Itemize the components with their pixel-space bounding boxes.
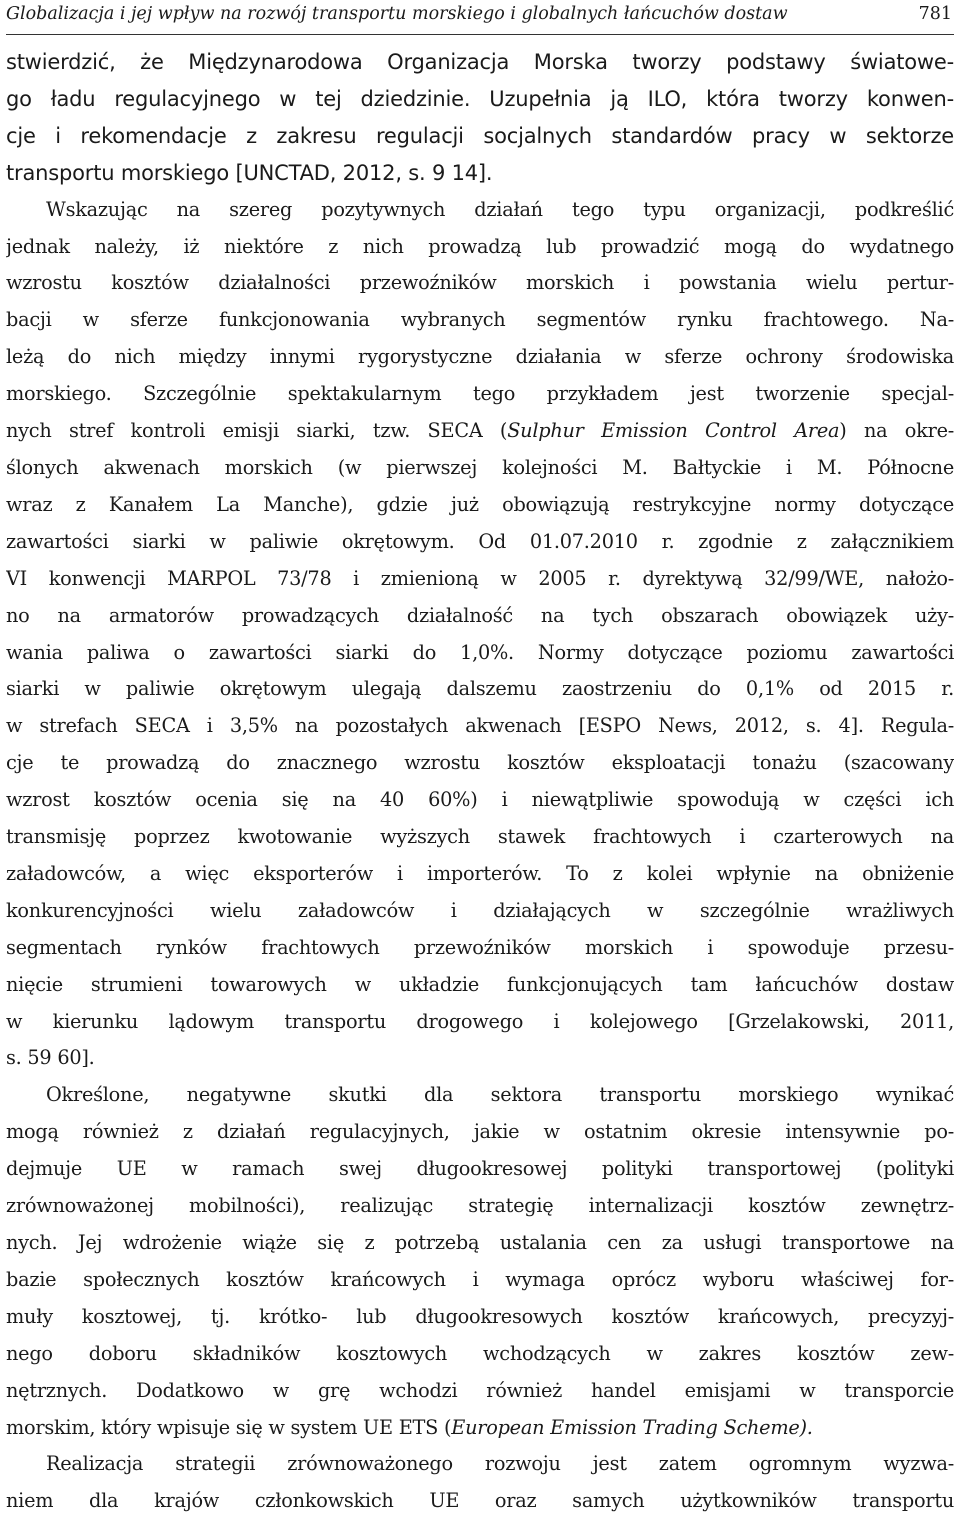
text-line: w strefach SECA i 3,5% na pozostałych akwenach [ESPO News, 2012, s. 4]. Regula- <box>6 714 954 738</box>
text-line: stwierdzić, że Międzynarodowa Organizacja Morska tworzy podstawy światowe- <box>6 50 954 74</box>
text-line: transportu morskiego [UNCTAD, 2012, s. 9 14]. <box>6 160 493 185</box>
paragraph-1 <box>6 44 954 192</box>
text-line: leżą do nich między innymi rygorystyczne działania w sferze ochrony środowiska <box>6 345 954 369</box>
paragraph-4 <box>6 1446 954 1520</box>
text-line: muły kosztowej, tj. krótko- lub długookresowych kosztów krańcowych, precyzyj- <box>6 1304 954 1328</box>
text-line: zrównoważonej mobilności), realizując strategię internalizacji kosztów zewnętrz- <box>6 1194 954 1218</box>
text-line: transmisję poprzez kwotowanie wyższych stawek frachtowych i czarterowych na <box>6 825 954 849</box>
paragraph-3 <box>6 1077 954 1446</box>
text-line: Realizacja strategii zrównoważonego rozwoju jest zatem ogromnym wyzwa- <box>46 1452 954 1476</box>
text-line: nego doboru składników kosztowych wchodzących w zakres kosztów zew- <box>6 1341 954 1365</box>
text-line: bacji w sferze funkcjonowania wybranych segmentów rynku frachtowego. Na- <box>6 308 954 332</box>
text-line: s. 59 60]. <box>6 1046 95 1070</box>
running-header <box>6 0 954 35</box>
text-line: jednak należy, iż niektóre z nich prowadzą lub prowadzić mogą do wydatnego <box>6 234 954 258</box>
text-line: dejmuje UE w ramach swej długookresowej polityki transportowej (polityki <box>6 1157 954 1181</box>
text-line-seca <box>6 413 954 450</box>
text-line: załadowców, a więc eksporterów i importerów. To z kolei wpłynie na obniżenie <box>6 861 954 885</box>
text-line: niem dla krajów członkowskich UE oraz samych użytkowników transportu <box>6 1489 954 1513</box>
header-title: Globalizacja i jej wpływ na rozwój transportu morskiego i globalnych łańcuchów dostaw <box>6 4 788 24</box>
text-line-ets <box>6 1410 954 1447</box>
body-text <box>6 44 954 1520</box>
text-line: nych. Jej wdrożenie wiąże się z potrzebą ustalania cen za usługi transportowe na <box>6 1231 954 1254</box>
text-segment: ) na okre- <box>839 419 954 443</box>
text-line: konkurencyjności wielu załadowców i działających w szczególnie wrażliwych <box>6 898 954 922</box>
text-line: wania paliwa o zawartości siarki do 1,0%. Normy dotyczące poziomu zawartości <box>6 640 954 664</box>
ets-full-name: European Emission Trading Scheme). <box>451 1415 813 1439</box>
text-line: cje i rekomendacje z zakresu regulacji socjalnych standardów pracy w sektorze <box>6 123 954 148</box>
text-line: mogą również z działań regulacyjnych, jakie w ostatnim okresie intensywnie po- <box>6 1120 954 1144</box>
text-line: zawartości siarki w paliwie okrętowym. Od 01.07.2010 r. zgodnie z załącznikiem <box>6 529 954 553</box>
text-line: nętrznych. Dodatkowo w grę wchodzi również handel emisjami w transporcie <box>6 1378 954 1402</box>
text-line: morskiego. Szczególnie spektakularnym tego przykładem jest tworzenie specjal- <box>6 382 954 406</box>
text-line: w kierunku lądowym transportu drogowego i kolejowego [Grzelakowski, 2011, <box>6 1009 954 1033</box>
text-line: wzrost kosztów ocenia się na 40 60%) i niewątpliwie spowodują w części ich <box>6 788 954 812</box>
text-line: cje te prowadzą do znacznego wzrostu kosztów eksploatacji tonażu (szacowany <box>6 751 954 775</box>
text-line: VI konwencji MARPOL 73/78 i zmienioną w 2005 r. dyrektywą 32/99/WE, nałożo- <box>6 566 954 590</box>
text-segment: nych stref kontroli emisji siarki, tzw. SECA ( <box>6 419 508 443</box>
text-line: wzrostu kosztów działalności przewoźników morskich i powstania wielu pertur- <box>6 271 954 295</box>
seca-full-name: Sulphur Emission Control Area <box>507 419 840 443</box>
text-line: Wskazując na szereg pozytywnych działań tego typu organizacji, podkreślić <box>46 197 954 221</box>
text-line: nięcie strumieni towarowych w układzie funkcjonujących tam łańcuchów dostaw <box>6 972 954 996</box>
text-line: segmentach rynków frachtowych przewoźników morskich i spowoduje przesu- <box>6 935 954 959</box>
text-line: no na armatorów prowadzących działalność na tych obszarach obowiązek uży- <box>6 603 954 627</box>
text-line: wraz z Kanałem La Manche), gdzie już obowiązują restrykcyjne normy dotyczące <box>6 492 954 516</box>
text-line: ślonych akwenach morskich (w pierwszej kolejności M. Bałtyckie i M. Północne <box>6 455 954 479</box>
text-segment: morskim, który wpisuje się w system UE ETS ( <box>6 1415 452 1439</box>
text-line: Określone, negatywne skutki dla sektora transportu morskiego wynikać <box>46 1083 954 1107</box>
text-line: go ładu regulacyjnego w tej dziedzinie. Uzupełnia ją ILO, która tworzy konwen- <box>6 86 954 111</box>
text-line: siarki w paliwie okrętowym ulegają dalszemu zaostrzeniu do 0,1% od 2015 r. <box>6 677 954 701</box>
paragraph-2 <box>6 192 954 1078</box>
text-line: bazie społecznych kosztów krańcowych i wymaga oprócz wyboru właściwej for- <box>6 1267 954 1291</box>
page-number: 781 <box>918 4 952 24</box>
